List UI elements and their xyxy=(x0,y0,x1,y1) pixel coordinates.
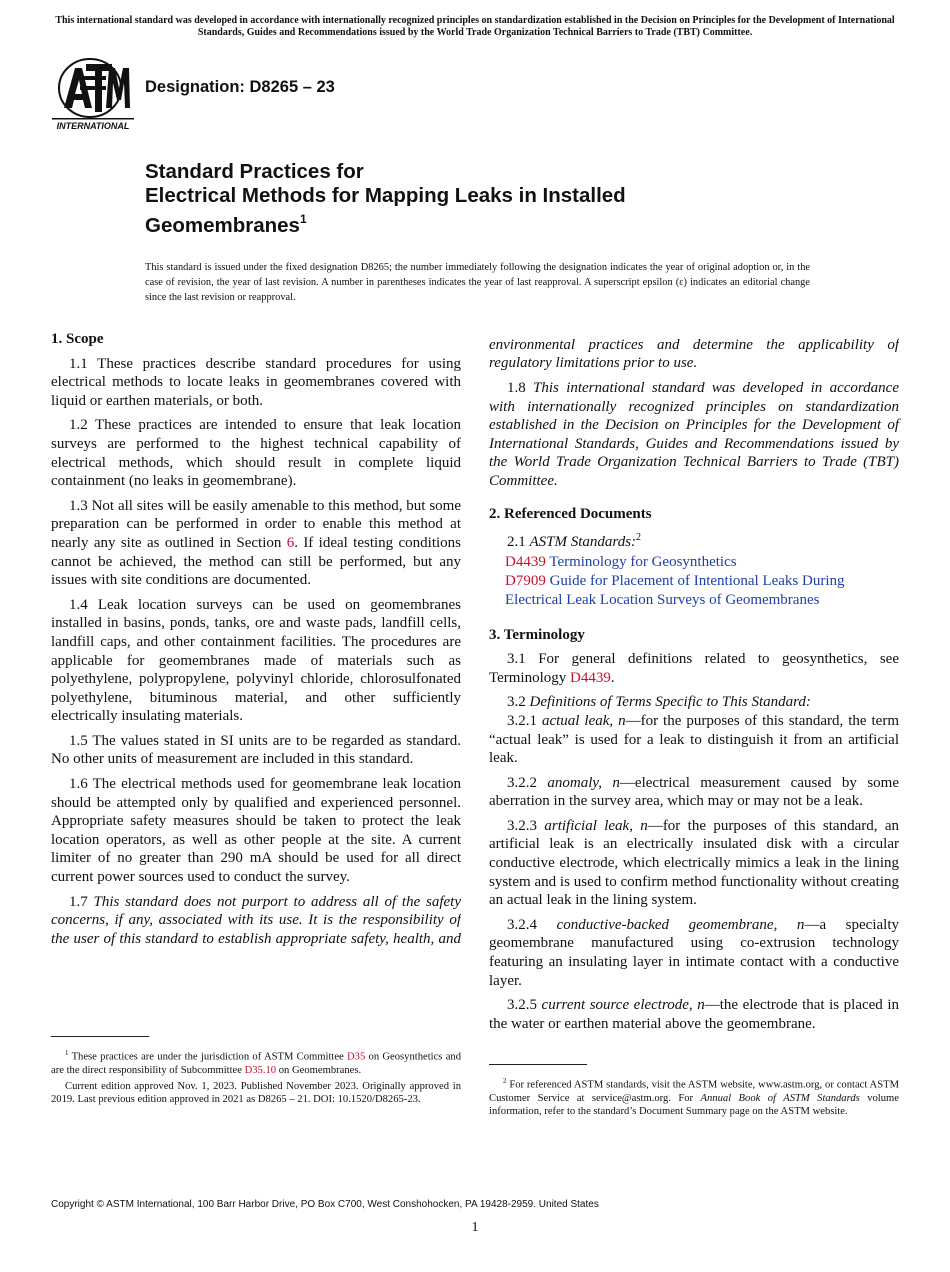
paragraph-3-2-text: Definitions of Terms Specific to This Standard: xyxy=(529,694,811,711)
section-heading-referenced-documents: 2. Referenced Documents xyxy=(489,505,652,522)
astm-logo-icon xyxy=(52,58,134,132)
footnote-2-text-b: volume information, refer to the standard’s Document Summary page on the ASTM website. xyxy=(489,1092,899,1118)
paragraph-1-4: 1.4 Leak location surveys can be used on geomembranes installed in basins, ponds, tanks, ore and waste pads, landfill cells, landfill caps, and other containment facilities. The procedures are applicable for geomembranes made of materials such as polyethylene, polypropylene, polyvinyl chloride, chlorosulfonated polyethylene, bituminous material, and other sufficiently electrically insulating materials. xyxy=(51,596,461,725)
footnote-2-mark: 2 xyxy=(503,1077,507,1085)
title-line-2: Electrical Methods for Mapping Leaks in Installed xyxy=(145,184,626,207)
reference-title[interactable]: Terminology for Geosynthetics xyxy=(549,553,737,570)
footnote-1-mark: 1 xyxy=(65,1049,69,1057)
paragraph-1-2: 1.2 These practices are intended to ensure that leak location surveys are performed to the highest technical capability of electrical methods, which should result in complete liquid containment (no leaks in geomembrane). xyxy=(51,417,461,490)
paragraph-2-1-footnote-mark: 2 xyxy=(636,532,642,544)
issue-note: This standard is issued under the fixed designation D8265; the number immediately following the designation indicates the year of original adoption or, in the case of revision, the year of last revision. A number in parentheses indicates the year of last reapproval. A superscript epsilon (ε) indicates an editorial change since the last revision or reapproval. xyxy=(145,262,810,303)
footnote-1-text-b: on Geosynthetics and are the direct responsibility of Subcommittee xyxy=(51,1051,462,1076)
definition-num: 3.2.5 xyxy=(507,997,542,1014)
title-footnote-mark: 1 xyxy=(299,212,307,226)
paragraph-1-3-text-b: . If ideal testing conditions cannot be achieved, the method can still be performed, but any issues with site conditions are documented. xyxy=(51,534,461,589)
page-title xyxy=(145,160,845,238)
definition-num: 3.2.3 xyxy=(507,817,545,834)
definition-3-2-1 xyxy=(489,712,899,768)
definition-text: —a specialty geomembrane manufactured using co-extrusion technology featuring an insulating layer in intimate contact with a conductive layer. xyxy=(489,916,899,989)
definition-text: —for the purposes of this standard, an artificial leak is an electrically insulated disk with a circular conductive electrode, which electrically mimics a leak in the lining system and is used to confirm method functionality without creating an actual leak in the lining system. xyxy=(489,817,899,909)
paragraph-3-1 xyxy=(489,650,899,687)
definition-term: artificial leak, n xyxy=(544,817,648,834)
paragraph-2-1-text: ASTM Standards: xyxy=(529,534,637,551)
definition-3-2-2 xyxy=(489,774,899,811)
footnote-divider xyxy=(489,1064,587,1065)
title-line-1: Standard Practices for xyxy=(145,160,364,183)
paragraph-2-1 xyxy=(489,529,899,552)
paragraph-3-1-text-b: . xyxy=(610,669,615,686)
paragraph-1-8-text: This international standard was developed in accordance with internationally recognized principles on standardization established in the Decision on Principles for the Development of International Standards, Guides and Recommendations issued by the World Trade Organization Technical Barriers to Trade (TBT) Committee. xyxy=(489,380,899,489)
definition-num: 3.2.1 xyxy=(507,712,542,729)
page-number: 1 xyxy=(471,1220,479,1235)
section-heading-terminology: 3. Terminology xyxy=(489,626,585,643)
paragraph-3-2 xyxy=(489,693,899,712)
paragraph-1-7 xyxy=(51,893,461,949)
footnote-2-text-a: For referenced ASTM standards, visit the ASTM website, www.astm.org, or contact ASTM Customer Service at service@astm.org. For xyxy=(489,1079,899,1104)
committee-d35-link[interactable]: D35 xyxy=(347,1051,366,1063)
definition-text: —for the purposes of this standard, the term “actual leak” is used for a leak to distinguish it from an artificial leak. xyxy=(489,712,899,767)
right-column xyxy=(489,336,899,1039)
copyright-notice: Copyright © ASTM International, 100 Barr Harbor Drive, PO Box C700, West Conshohocken, PA 19428-2959. United States xyxy=(51,1199,599,1210)
definition-num: 3.2.2 xyxy=(507,774,548,791)
reference-item[interactable] xyxy=(489,553,899,572)
paragraph-1-7-continued xyxy=(489,336,899,373)
paragraph-1-7-text: This standard does not purport to address all of the safety concerns, if any, associated with its use. It is the responsibility of the user of this standard to establish appropriate safety, health, and xyxy=(51,893,461,947)
definition-3-2-4 xyxy=(489,916,899,990)
definition-text: —electrical measurement caused by some aberration in the survey area, which may or may not be a leak. xyxy=(489,774,899,810)
paragraph-1-7-continued-text: environmental practices and determine the applicability of regulatory limitations prior to use. xyxy=(489,336,899,372)
paragraph-1-5: 1.5 The values stated in SI units are to be regarded as standard. No other units of measurement are included in this standard. xyxy=(51,732,461,768)
title-line-3-text: Geomembranes xyxy=(145,213,300,237)
astm-logo xyxy=(52,58,134,132)
paragraph-1-8 xyxy=(489,379,899,491)
footnotes-left xyxy=(51,1036,461,1110)
paragraph-3-2-num: 3.2 xyxy=(507,694,530,711)
paragraph-1-7-num: 1.7 xyxy=(69,893,94,910)
paragraph-1-1: 1.1 These practices describe standard procedures for using electrical methods to locate leaks in geomembranes covered with liquid or earthen materials, or both. xyxy=(51,355,461,409)
section-6-link[interactable]: 6 xyxy=(286,534,295,551)
definition-term: anomaly, n xyxy=(547,774,620,791)
definition-3-2-5 xyxy=(489,996,899,1033)
footnote-2-italic: Annual Book of ASTM Standards xyxy=(700,1092,860,1104)
footnote-1-text-c: on Geomembranes. xyxy=(276,1064,362,1076)
paragraph-2-1-num: 2.1 xyxy=(507,534,530,551)
footnote-1-text-a: These practices are under the jurisdiction of ASTM Committee xyxy=(68,1051,348,1063)
footnote-2 xyxy=(489,1075,899,1118)
title-line-3 xyxy=(145,208,845,238)
top-notice: This international standard was developed in accordance with internationally recognized principles on standardization established in the Decision on Principles for the Development of International Standards, Guides and Recommendations issued by the World Trade Organization Technical Barriers to Trade (TBT) Committee. xyxy=(55,15,895,38)
definition-text: —the electrode that is placed in the water or earthen material above the geomembrane. xyxy=(489,997,900,1032)
footnotes-right xyxy=(489,1064,899,1121)
paragraph-1-6: 1.6 The electrical methods used for geomembrane leak location should be attempted only by qualified and experienced personnel. Appropriate safety measures should be taken to protect the leak location operators, as well as other people at the site. A current limiter of no greater than 290 mA should be used for all direct current power sources used to conduct the survey. xyxy=(51,776,461,886)
paragraph-3-1-text-a: 3.1 For general definitions related to geosynthetics, see Terminology xyxy=(489,651,899,686)
definition-num: 3.2.4 xyxy=(507,916,557,933)
subcommittee-d35-10-link[interactable]: D35.10 xyxy=(244,1064,277,1076)
reference-item[interactable] xyxy=(489,572,899,609)
reference-code-d7909[interactable]: D7909 xyxy=(505,573,546,590)
definition-term: actual leak, n xyxy=(541,712,626,729)
logo-text: INTERNATIONAL xyxy=(56,121,130,131)
footnote-1 xyxy=(51,1047,461,1077)
designation: Designation: D8265 – 23 xyxy=(145,78,335,96)
reference-title[interactable]: Guide for Placement of Intentional Leaks During Electrical Leak Location Surveys of Geomembranes xyxy=(505,573,845,608)
footnote-edition: Current edition approved Nov. 1, 2023. Published November 2023. Originally approved in 2019. Last previous edition approved in 2021 as D8265 – 21. DOI: 10.1520/D8265-23. xyxy=(51,1081,461,1106)
definition-term: conductive-backed geomembrane, n xyxy=(556,916,805,933)
definition-term: current source electrode, n xyxy=(541,997,705,1014)
reference-code-d4439[interactable]: D4439 xyxy=(505,553,546,570)
paragraph-1-8-num: 1.8 xyxy=(507,380,534,396)
d4439-link[interactable]: D4439 xyxy=(570,669,611,686)
paragraph-1-3-text-a: 1.3 Not all sites will be easily amenable to this method, but some preparation can be performed in order to enable this method at nearly any site as outlined in Section xyxy=(51,497,461,551)
definition-3-2-3 xyxy=(489,817,899,910)
section-heading-scope: 1. Scope xyxy=(51,331,104,347)
left-column xyxy=(51,330,461,955)
footnote-divider xyxy=(51,1036,149,1037)
paragraph-1-3 xyxy=(51,497,461,590)
